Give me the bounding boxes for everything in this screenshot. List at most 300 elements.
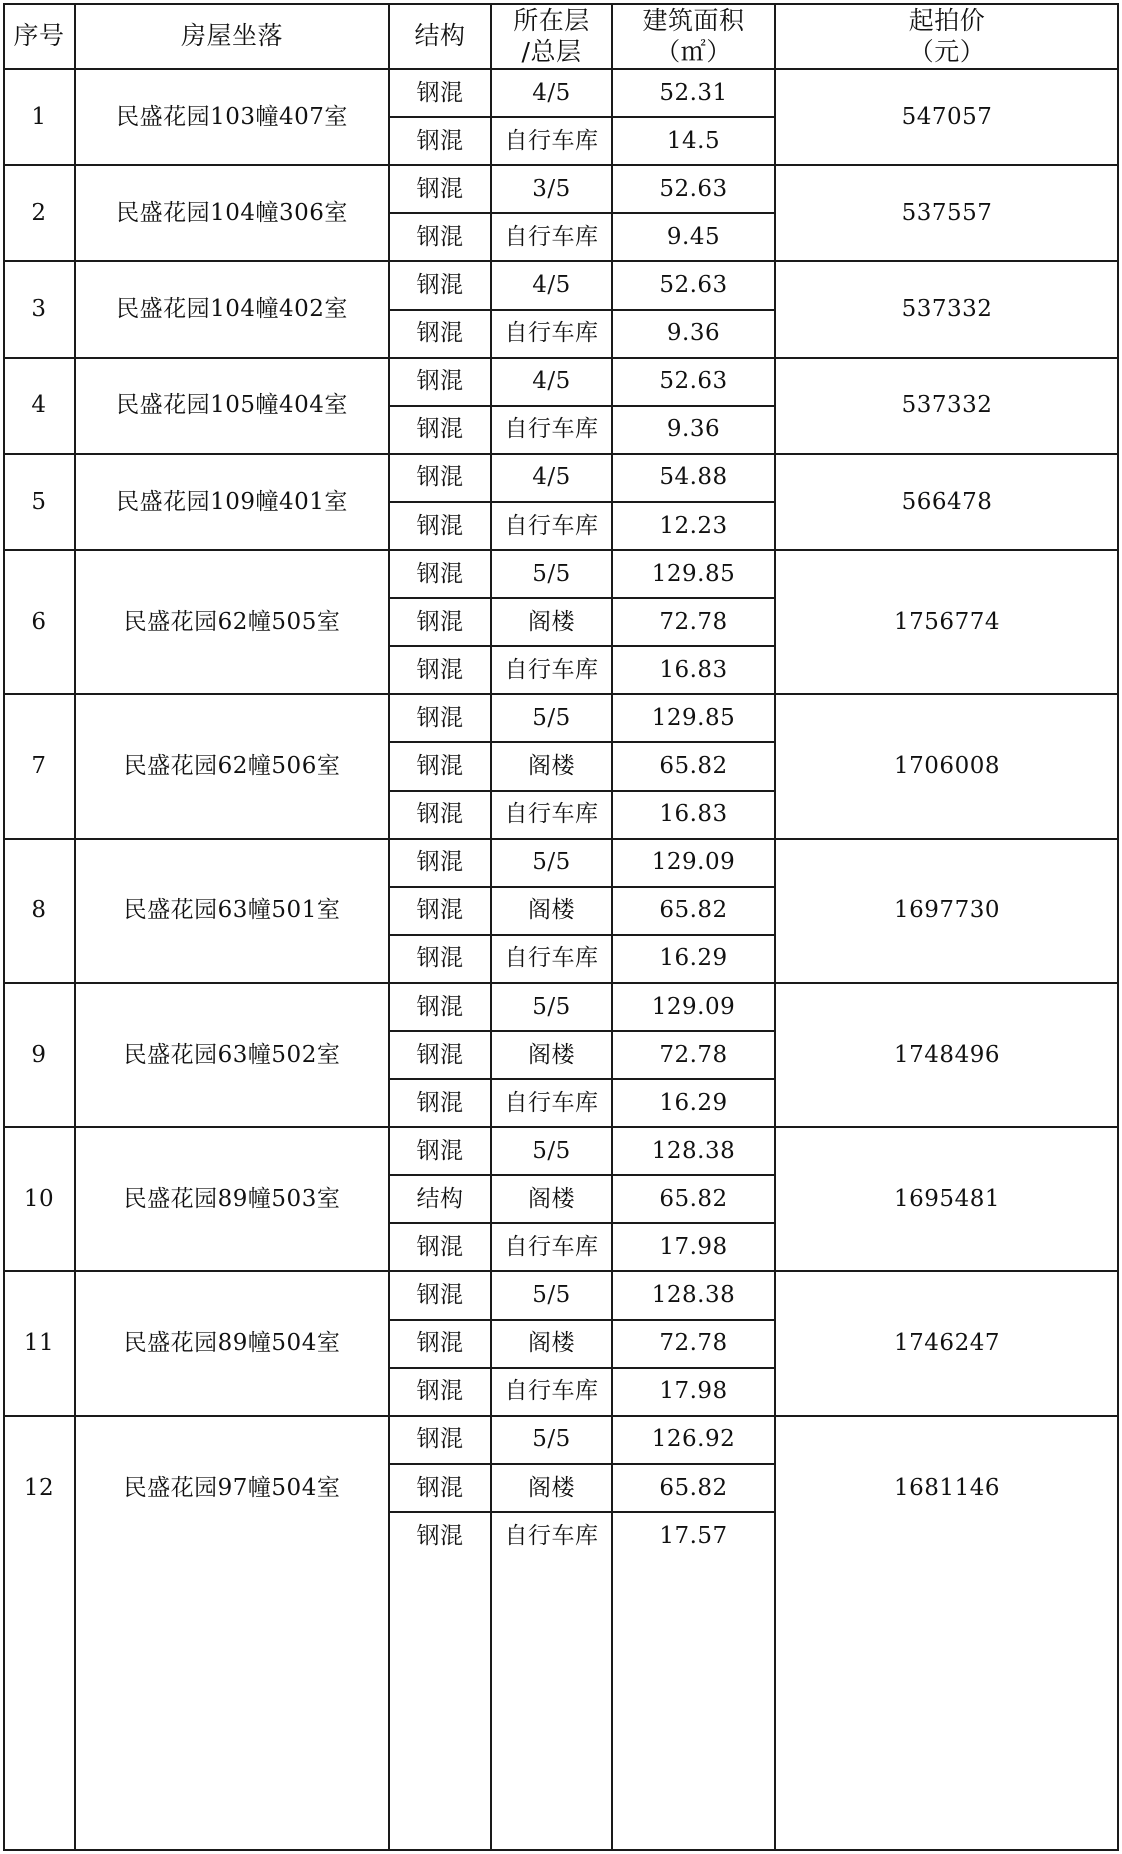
row-structure xyxy=(389,213,491,261)
row-start-price xyxy=(775,1272,1119,1416)
header-start-price xyxy=(775,3,1119,69)
header-location-label: 房屋坐落 xyxy=(180,21,283,51)
row-location-text: 民盛花园62幢505室 xyxy=(123,608,341,635)
row-area xyxy=(612,1272,775,1320)
row-start-price xyxy=(775,165,1119,261)
row-location xyxy=(75,1272,389,1416)
row-start-price xyxy=(775,1127,1119,1271)
row-location xyxy=(75,550,389,694)
row-serial-number xyxy=(3,261,75,357)
row-serial-number-text: 12 xyxy=(23,1474,55,1501)
row-area-text: 126.92 xyxy=(651,1426,736,1453)
row-floor xyxy=(491,69,612,117)
row-area-text: 16.29 xyxy=(659,945,728,972)
sub-row-divider xyxy=(389,1078,775,1080)
row-structure xyxy=(389,1127,491,1175)
row-area-text: 129.85 xyxy=(651,560,736,587)
row-start-price xyxy=(775,694,1119,838)
sub-row-divider xyxy=(389,597,775,599)
sub-row-divider xyxy=(389,405,775,407)
row-structure xyxy=(389,1512,491,1560)
row-area-text: 72.78 xyxy=(659,1330,728,1357)
auction-property-table xyxy=(3,3,1119,1851)
row-area-text: 128.38 xyxy=(651,1282,736,1309)
row-area-text: 52.63 xyxy=(659,175,728,202)
row-location-text: 民盛花园89幢504室 xyxy=(123,1330,341,1357)
row-floor xyxy=(491,646,612,694)
sub-row-divider xyxy=(389,790,775,792)
row-floor xyxy=(491,406,612,454)
sub-row-divider xyxy=(389,886,775,888)
row-floor-text: 4/5 xyxy=(532,464,571,491)
row-divider xyxy=(3,838,1119,840)
row-structure-text: 结构 xyxy=(416,1185,464,1212)
row-structure xyxy=(389,646,491,694)
row-divider xyxy=(3,68,1119,70)
row-structure-text: 钢混 xyxy=(416,1041,464,1068)
row-location-text: 民盛花园109幢401室 xyxy=(116,488,348,515)
column-divider xyxy=(1117,3,1119,1851)
row-area-text: 16.83 xyxy=(659,656,728,683)
row-structure-text: 钢混 xyxy=(416,223,464,250)
row-serial-number xyxy=(3,454,75,550)
row-area xyxy=(612,694,775,742)
row-area-text: 17.98 xyxy=(659,1234,728,1261)
row-structure-text: 钢混 xyxy=(416,272,464,299)
row-location-text: 民盛花园62幢506室 xyxy=(123,753,341,780)
row-structure-text: 钢混 xyxy=(416,416,464,443)
row-area xyxy=(612,1512,775,1560)
row-area-text: 72.78 xyxy=(659,1041,728,1068)
row-start-price-text: 1746247 xyxy=(894,1330,1000,1357)
row-area xyxy=(612,310,775,358)
sub-row-divider xyxy=(389,1030,775,1032)
row-location xyxy=(75,165,389,261)
row-area-text: 52.31 xyxy=(659,79,728,106)
row-serial-number-text: 4 xyxy=(31,392,47,419)
row-structure xyxy=(389,983,491,1031)
row-start-price-text: 566478 xyxy=(901,488,993,515)
row-structure-text: 钢混 xyxy=(416,1234,464,1261)
row-start-price-text: 537332 xyxy=(901,392,993,419)
row-structure-text: 钢混 xyxy=(416,368,464,395)
sub-row-divider xyxy=(389,1367,775,1369)
row-area xyxy=(612,69,775,117)
row-floor-text: 阁楼 xyxy=(528,1474,575,1501)
row-location xyxy=(75,358,389,454)
sub-row-divider xyxy=(389,501,775,503)
row-structure xyxy=(389,454,491,502)
row-area-text: 9.36 xyxy=(666,416,721,443)
row-structure xyxy=(389,502,491,550)
row-location-text: 民盛花园63幢501室 xyxy=(123,897,341,924)
row-start-price-text: 1706008 xyxy=(894,753,1000,780)
row-location-text: 民盛花园89幢503室 xyxy=(123,1185,341,1212)
row-serial-number-text: 8 xyxy=(31,897,47,924)
row-start-price-text: 1756774 xyxy=(894,608,1000,635)
row-area-text: 129.09 xyxy=(651,993,736,1020)
row-floor xyxy=(491,1079,612,1127)
row-location-text: 民盛花园63幢502室 xyxy=(123,1041,341,1068)
sub-row-divider xyxy=(389,1174,775,1176)
row-structure-text: 钢混 xyxy=(416,897,464,924)
table-top-border xyxy=(3,3,1119,5)
row-serial-number xyxy=(3,839,75,983)
row-structure xyxy=(389,69,491,117)
row-structure xyxy=(389,1320,491,1368)
row-structure xyxy=(389,261,491,309)
row-floor-text: 自行车库 xyxy=(504,512,599,539)
row-area-text: 65.82 xyxy=(659,753,728,780)
row-floor xyxy=(491,550,612,598)
row-floor-text: 自行车库 xyxy=(504,416,599,443)
row-floor-text: 阁楼 xyxy=(528,897,575,924)
row-structure-text: 钢混 xyxy=(416,801,464,828)
sub-row-divider xyxy=(389,1222,775,1224)
row-floor xyxy=(491,598,612,646)
row-floor-text: 4/5 xyxy=(532,79,571,106)
sub-row-divider xyxy=(389,1463,775,1465)
header-start-price-line2: （元） xyxy=(908,37,986,66)
row-floor-text: 5/5 xyxy=(532,993,571,1020)
header-area-line1: 建筑面积 xyxy=(642,5,745,35)
row-floor xyxy=(491,454,612,502)
header-serial-number-label: 序号 xyxy=(13,21,65,51)
row-floor-text: 自行车库 xyxy=(504,1089,599,1116)
row-structure-text: 钢混 xyxy=(416,175,464,202)
row-floor-text: 5/5 xyxy=(532,1137,571,1164)
row-floor xyxy=(491,1368,612,1416)
row-structure-text: 钢混 xyxy=(416,704,464,731)
row-floor xyxy=(491,1512,612,1560)
row-floor xyxy=(491,1320,612,1368)
row-floor xyxy=(491,1464,612,1512)
row-serial-number xyxy=(3,1127,75,1271)
row-structure-text: 钢混 xyxy=(416,512,464,539)
row-area-text: 129.85 xyxy=(651,704,736,731)
row-structure-text: 钢混 xyxy=(416,1522,464,1549)
row-start-price xyxy=(775,839,1119,983)
row-area-text: 54.88 xyxy=(659,464,728,491)
table-bottom-border xyxy=(3,1849,1119,1851)
row-structure-text: 钢混 xyxy=(416,1378,464,1405)
row-structure-text: 钢混 xyxy=(416,656,464,683)
row-structure-text: 钢混 xyxy=(416,560,464,587)
row-structure-text: 钢混 xyxy=(416,608,464,635)
row-area xyxy=(612,1031,775,1079)
row-area xyxy=(612,117,775,165)
row-start-price-text: 537557 xyxy=(901,199,993,226)
row-start-price xyxy=(775,983,1119,1127)
row-floor xyxy=(491,1416,612,1464)
row-divider xyxy=(3,1126,1119,1128)
sub-row-divider xyxy=(389,645,775,647)
row-divider xyxy=(3,1415,1119,1417)
row-area-text: 12.23 xyxy=(659,512,728,539)
row-structure xyxy=(389,550,491,598)
row-area xyxy=(612,165,775,213)
row-structure-text: 钢混 xyxy=(416,1137,464,1164)
row-start-price xyxy=(775,454,1119,550)
row-serial-number-text: 10 xyxy=(23,1185,55,1212)
row-divider xyxy=(3,453,1119,455)
row-area xyxy=(612,1175,775,1223)
row-structure-text: 钢混 xyxy=(416,753,464,780)
row-area-text: 72.78 xyxy=(659,608,728,635)
row-structure xyxy=(389,1416,491,1464)
row-floor xyxy=(491,117,612,165)
sub-row-divider xyxy=(389,1511,775,1513)
row-divider xyxy=(3,260,1119,262)
row-structure xyxy=(389,1368,491,1416)
row-divider xyxy=(3,549,1119,551)
row-serial-number-text: 11 xyxy=(23,1330,55,1357)
row-area-text: 9.45 xyxy=(666,223,721,250)
row-floor xyxy=(491,791,612,839)
row-structure xyxy=(389,791,491,839)
row-serial-number xyxy=(3,983,75,1127)
column-divider xyxy=(774,3,776,1851)
row-structure xyxy=(389,935,491,983)
row-divider xyxy=(3,693,1119,695)
row-area-text: 65.82 xyxy=(659,897,728,924)
row-start-price-text: 1748496 xyxy=(894,1041,1000,1068)
header-area xyxy=(612,3,775,69)
row-divider xyxy=(3,164,1119,166)
row-area xyxy=(612,887,775,935)
sub-row-divider xyxy=(389,309,775,311)
row-area xyxy=(612,550,775,598)
row-floor-text: 自行车库 xyxy=(504,1522,599,1549)
row-floor xyxy=(491,1127,612,1175)
row-structure-text: 钢混 xyxy=(416,79,464,106)
row-structure-text: 钢混 xyxy=(416,1282,464,1309)
sub-row-divider xyxy=(389,116,775,118)
row-start-price xyxy=(775,358,1119,454)
row-floor xyxy=(491,358,612,406)
row-structure xyxy=(389,598,491,646)
row-structure xyxy=(389,694,491,742)
header-start-price-line1: 起拍价 xyxy=(908,5,986,35)
row-structure-text: 钢混 xyxy=(416,1474,464,1501)
row-area xyxy=(612,454,775,502)
row-area xyxy=(612,1127,775,1175)
row-structure xyxy=(389,1464,491,1512)
row-structure xyxy=(389,839,491,887)
row-area xyxy=(612,935,775,983)
sub-row-divider xyxy=(389,934,775,936)
row-area-text: 52.63 xyxy=(659,272,728,299)
row-structure xyxy=(389,742,491,790)
row-serial-number-text: 1 xyxy=(31,103,47,130)
row-floor xyxy=(491,935,612,983)
row-structure-text: 钢混 xyxy=(416,849,464,876)
row-structure-text: 钢混 xyxy=(416,320,464,347)
header-floor xyxy=(491,3,612,69)
row-floor xyxy=(491,742,612,790)
row-area xyxy=(612,598,775,646)
row-floor xyxy=(491,502,612,550)
row-structure xyxy=(389,165,491,213)
row-serial-number xyxy=(3,358,75,454)
row-floor xyxy=(491,839,612,887)
row-structure xyxy=(389,1272,491,1320)
row-floor-text: 5/5 xyxy=(532,704,571,731)
row-structure xyxy=(389,406,491,454)
row-area-text: 9.36 xyxy=(666,320,721,347)
row-divider xyxy=(3,1270,1119,1272)
row-serial-number xyxy=(3,694,75,838)
row-floor-text: 自行车库 xyxy=(504,223,599,250)
row-floor-text: 自行车库 xyxy=(504,1234,599,1261)
row-floor-text: 阁楼 xyxy=(528,608,575,635)
row-structure-text: 钢混 xyxy=(416,993,464,1020)
row-structure-text: 钢混 xyxy=(416,127,464,154)
row-location xyxy=(75,983,389,1127)
row-area xyxy=(612,839,775,887)
row-start-price xyxy=(775,69,1119,165)
row-location xyxy=(75,839,389,983)
sub-row-divider xyxy=(389,741,775,743)
row-floor-text: 自行车库 xyxy=(504,320,599,347)
row-area xyxy=(612,1416,775,1464)
row-area-text: 17.98 xyxy=(659,1378,728,1405)
row-area xyxy=(612,1079,775,1127)
header-structure-label: 结构 xyxy=(414,21,466,51)
row-floor-text: 自行车库 xyxy=(504,656,599,683)
row-area-text: 129.09 xyxy=(651,849,736,876)
row-structure xyxy=(389,1223,491,1271)
row-start-price xyxy=(775,550,1119,694)
row-start-price-text: 537332 xyxy=(901,296,993,323)
row-area xyxy=(612,1464,775,1512)
row-floor xyxy=(491,694,612,742)
row-structure xyxy=(389,117,491,165)
row-serial-number-text: 6 xyxy=(31,608,47,635)
row-floor-text: 5/5 xyxy=(532,1282,571,1309)
row-divider xyxy=(3,357,1119,359)
row-area-text: 52.63 xyxy=(659,368,728,395)
row-floor xyxy=(491,1272,612,1320)
row-structure xyxy=(389,1031,491,1079)
row-floor xyxy=(491,1031,612,1079)
row-area-text: 65.82 xyxy=(659,1474,728,1501)
row-location xyxy=(75,1416,389,1560)
row-start-price-text: 547057 xyxy=(901,103,993,130)
row-location xyxy=(75,454,389,550)
row-area xyxy=(612,358,775,406)
row-serial-number-text: 5 xyxy=(31,488,47,515)
row-floor xyxy=(491,1175,612,1223)
row-start-price xyxy=(775,261,1119,357)
column-divider xyxy=(490,3,492,1851)
row-floor-text: 自行车库 xyxy=(504,945,599,972)
row-start-price xyxy=(775,1416,1119,1560)
row-area xyxy=(612,742,775,790)
row-structure xyxy=(389,1079,491,1127)
row-area-text: 65.82 xyxy=(659,1185,728,1212)
row-floor-text: 阁楼 xyxy=(528,1185,575,1212)
row-location-text: 民盛花园104幢402室 xyxy=(116,296,348,323)
row-structure xyxy=(389,310,491,358)
row-area xyxy=(612,983,775,1031)
row-location xyxy=(75,261,389,357)
row-floor-text: 5/5 xyxy=(532,1426,571,1453)
column-divider xyxy=(388,3,390,1851)
row-area xyxy=(612,646,775,694)
row-start-price-text: 1681146 xyxy=(894,1474,1000,1501)
row-serial-number-text: 7 xyxy=(31,753,47,780)
row-location-text: 民盛花园104幢306室 xyxy=(116,199,348,226)
row-area xyxy=(612,213,775,261)
row-floor xyxy=(491,1223,612,1271)
row-floor-text: 自行车库 xyxy=(504,1378,599,1405)
column-divider xyxy=(3,3,5,1851)
row-area xyxy=(612,406,775,454)
row-floor-text: 4/5 xyxy=(532,368,571,395)
row-structure-text: 钢混 xyxy=(416,464,464,491)
row-area xyxy=(612,791,775,839)
row-structure xyxy=(389,887,491,935)
row-floor-text: 阁楼 xyxy=(528,753,575,780)
header-structure xyxy=(389,3,491,69)
row-structure xyxy=(389,358,491,406)
row-area xyxy=(612,1223,775,1271)
row-structure-text: 钢混 xyxy=(416,1330,464,1357)
row-floor xyxy=(491,983,612,1031)
row-structure-text: 钢混 xyxy=(416,945,464,972)
row-floor-text: 自行车库 xyxy=(504,127,599,154)
row-area xyxy=(612,1320,775,1368)
header-serial-number xyxy=(3,3,75,69)
row-location xyxy=(75,69,389,165)
row-floor-text: 阁楼 xyxy=(528,1330,575,1357)
row-location xyxy=(75,1127,389,1271)
row-area xyxy=(612,261,775,309)
header-location xyxy=(75,3,389,69)
row-area-text: 14.5 xyxy=(666,127,721,154)
row-structure-text: 钢混 xyxy=(416,1089,464,1116)
header-area-line2: （㎡） xyxy=(655,37,732,66)
sub-row-divider xyxy=(389,1319,775,1321)
row-floor xyxy=(491,165,612,213)
header-floor-line2: /总层 xyxy=(521,37,582,66)
row-serial-number xyxy=(3,1272,75,1416)
row-structure-text: 钢混 xyxy=(416,1426,464,1453)
column-divider xyxy=(611,3,613,1851)
row-structure xyxy=(389,1175,491,1223)
row-start-price-text: 1697730 xyxy=(894,897,1000,924)
row-area-text: 16.29 xyxy=(659,1089,728,1116)
row-floor xyxy=(491,887,612,935)
row-location-text: 民盛花园103幢407室 xyxy=(116,103,348,130)
row-floor-text: 3/5 xyxy=(532,175,571,202)
row-floor-text: 5/5 xyxy=(532,849,571,876)
row-floor-text: 4/5 xyxy=(532,272,571,299)
row-area-text: 17.57 xyxy=(659,1522,728,1549)
row-floor xyxy=(491,310,612,358)
column-divider xyxy=(74,3,76,1851)
row-floor-text: 自行车库 xyxy=(504,801,599,828)
sub-row-divider xyxy=(389,212,775,214)
row-area xyxy=(612,1368,775,1416)
row-floor xyxy=(491,213,612,261)
row-serial-number-text: 2 xyxy=(31,199,47,226)
row-serial-number-text: 9 xyxy=(31,1041,47,1068)
row-start-price-text: 1695481 xyxy=(894,1185,1000,1212)
row-location xyxy=(75,694,389,838)
header-floor-line1: 所在层 xyxy=(513,5,590,35)
